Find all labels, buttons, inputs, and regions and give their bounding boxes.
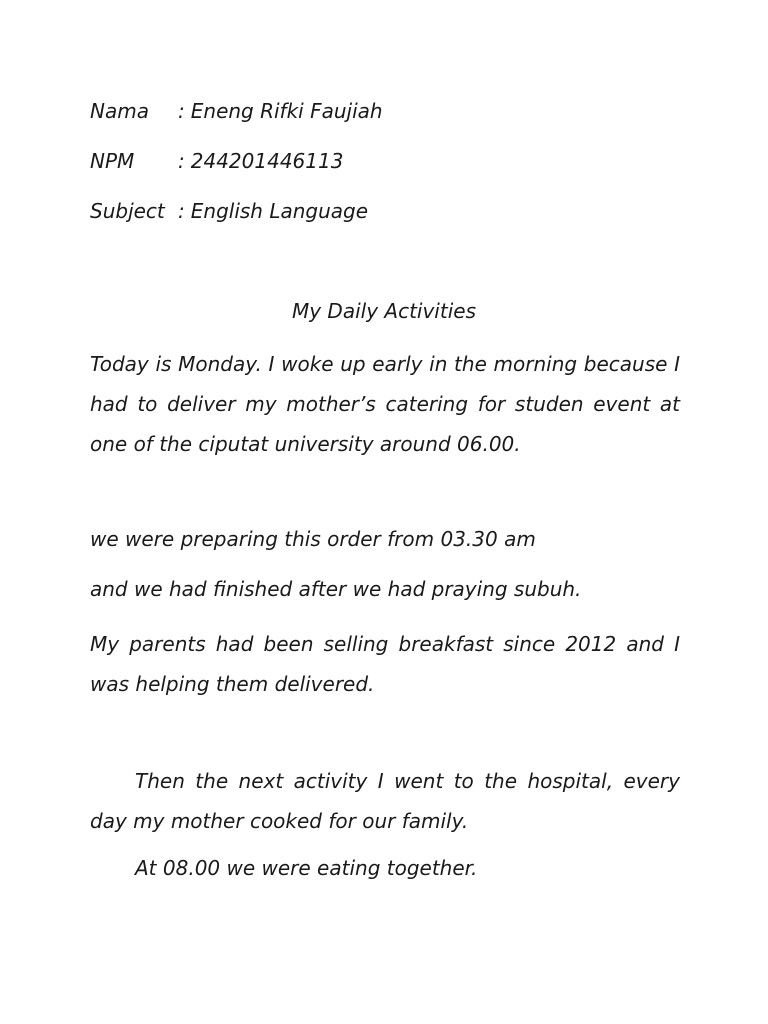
info-row-nama	[90, 96, 383, 126]
paragraph: Then the next activity I went to the hospital, every day my mother cooked for our family.	[90, 769, 680, 833]
paragraph: At 08.00 we were eating together.	[135, 856, 478, 880]
info-separator: :	[178, 99, 185, 123]
info-label-npm: NPM	[90, 149, 135, 173]
paragraph: My parents had been selling breakfast since 2012 and I was helping them delivered.	[90, 632, 680, 696]
info-separator: :	[178, 149, 185, 173]
paragraph: Today is Monday. I woke up early in the morning because I had to deliver my mother’s catering for studen event at one of the ciputat university around 06.00.	[90, 352, 680, 456]
paragraph: and we had finished after we had praying subuh.	[90, 577, 582, 601]
document-title: My Daily Activities	[291, 299, 476, 323]
info-label-nama: Nama	[90, 99, 149, 123]
info-value-nama: Eneng Rifki Faujiah	[190, 99, 383, 123]
info-separator: :	[178, 199, 185, 223]
info-label-subject: Subject	[90, 199, 165, 223]
info-value-npm: 244201446113	[190, 149, 344, 173]
info-row-npm	[90, 146, 343, 176]
info-row-subject	[90, 196, 368, 226]
paragraph: we were preparing this order from 03.30 am	[90, 527, 536, 551]
info-value-subject: English Language	[190, 199, 369, 223]
